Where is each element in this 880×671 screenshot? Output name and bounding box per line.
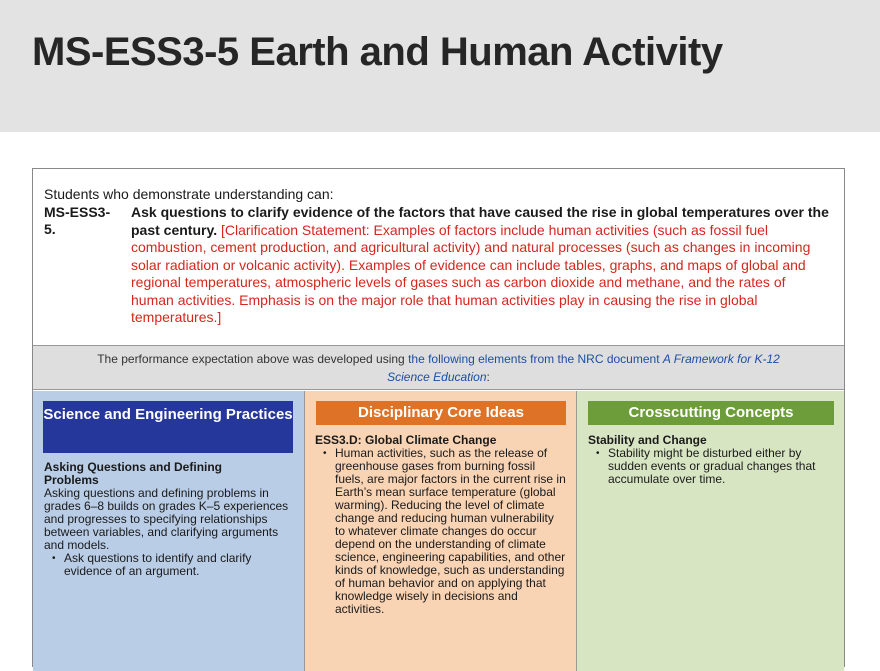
title-banner <box>0 0 880 132</box>
nrc-framework-link[interactable]: the following elements from the NRC document <box>408 352 663 366</box>
development-note <box>33 346 844 390</box>
development-note-prefix: The performance expectation above was developed using <box>97 352 409 366</box>
pe-statement: Ask questions to clarify evidence of the factors that have caused the rise in global temperatures over the past century. <box>131 204 829 238</box>
ccc-column <box>577 391 844 671</box>
bullet-icon: • <box>52 553 56 564</box>
framework-title[interactable]: A Framework for K-12 Science Education <box>387 352 780 384</box>
dci-subheading: ESS3.D: Global Climate Change <box>315 433 497 447</box>
development-note-suffix: : <box>486 370 490 384</box>
ccc-subheading: Stability and Change <box>588 433 707 447</box>
sep-subheading: Asking Questions and Defining Problems <box>44 460 223 487</box>
pe-text <box>131 204 831 327</box>
dci-bullets <box>315 447 567 616</box>
dci-column <box>305 391 577 671</box>
list-item: • Human activities, such as the release of greenhouse gases from burning fossil fuels, are major factors in the current rise in Earth’s mean surface temperature (global warming). Reducing the level of climate change and reducing human vulnerability to whatever climate changes do occur depend on the understanding of climate science, engineering capabilities, and other kinds of knowledge, such as understanding of human behavior and on applying that knowledge wisely in decisions and activities. <box>323 446 566 616</box>
sep-heading: Science and Engineering Practices <box>43 401 293 453</box>
standard-table <box>32 168 845 667</box>
list-item: • Ask questions to identify and clarify evidence of an argument. <box>52 551 252 578</box>
ccc-heading: Crosscutting Concepts <box>588 401 834 425</box>
dci-heading: Disciplinary Core Ideas <box>316 401 566 425</box>
bullet-icon: • <box>323 448 327 459</box>
performance-expectation-section <box>33 169 844 346</box>
bullet-icon: • <box>596 448 600 459</box>
sep-body: Asking questions and defining problems in grades 6–8 builds on grades K–5 experiences and progresses to specifying relationships between variables, and clarifying arguments and models. <box>44 486 289 552</box>
sep-bullets <box>44 552 294 578</box>
ccc-bullets <box>588 447 833 486</box>
page-title: MS-ESS3-5 Earth and Human Activity <box>32 30 723 74</box>
pe-clarification: [Clarification Statement: Examples of factors include human activities (such as fossil fuel combustion, cement production, and agricultural activity) and natural processes (such as changes in incoming solar radiation or volcanic activity). Examples of evidence can include tables, graphs, and maps of global and regional temperatures, atmospheric levels of gases such as carbon dioxide and methane, and the rates of human activities. Emphasis is on the major role that human activities play in causing the rise in global temperatures.] <box>131 221 811 325</box>
list-item: • Stability might be disturbed either by sudden events or gradual changes that accumulate over time. <box>596 446 816 486</box>
sep-column <box>33 391 305 671</box>
pe-intro: Students who demonstrate understanding can: <box>44 186 334 202</box>
pe-code: MS-ESS3-5. <box>44 204 111 237</box>
